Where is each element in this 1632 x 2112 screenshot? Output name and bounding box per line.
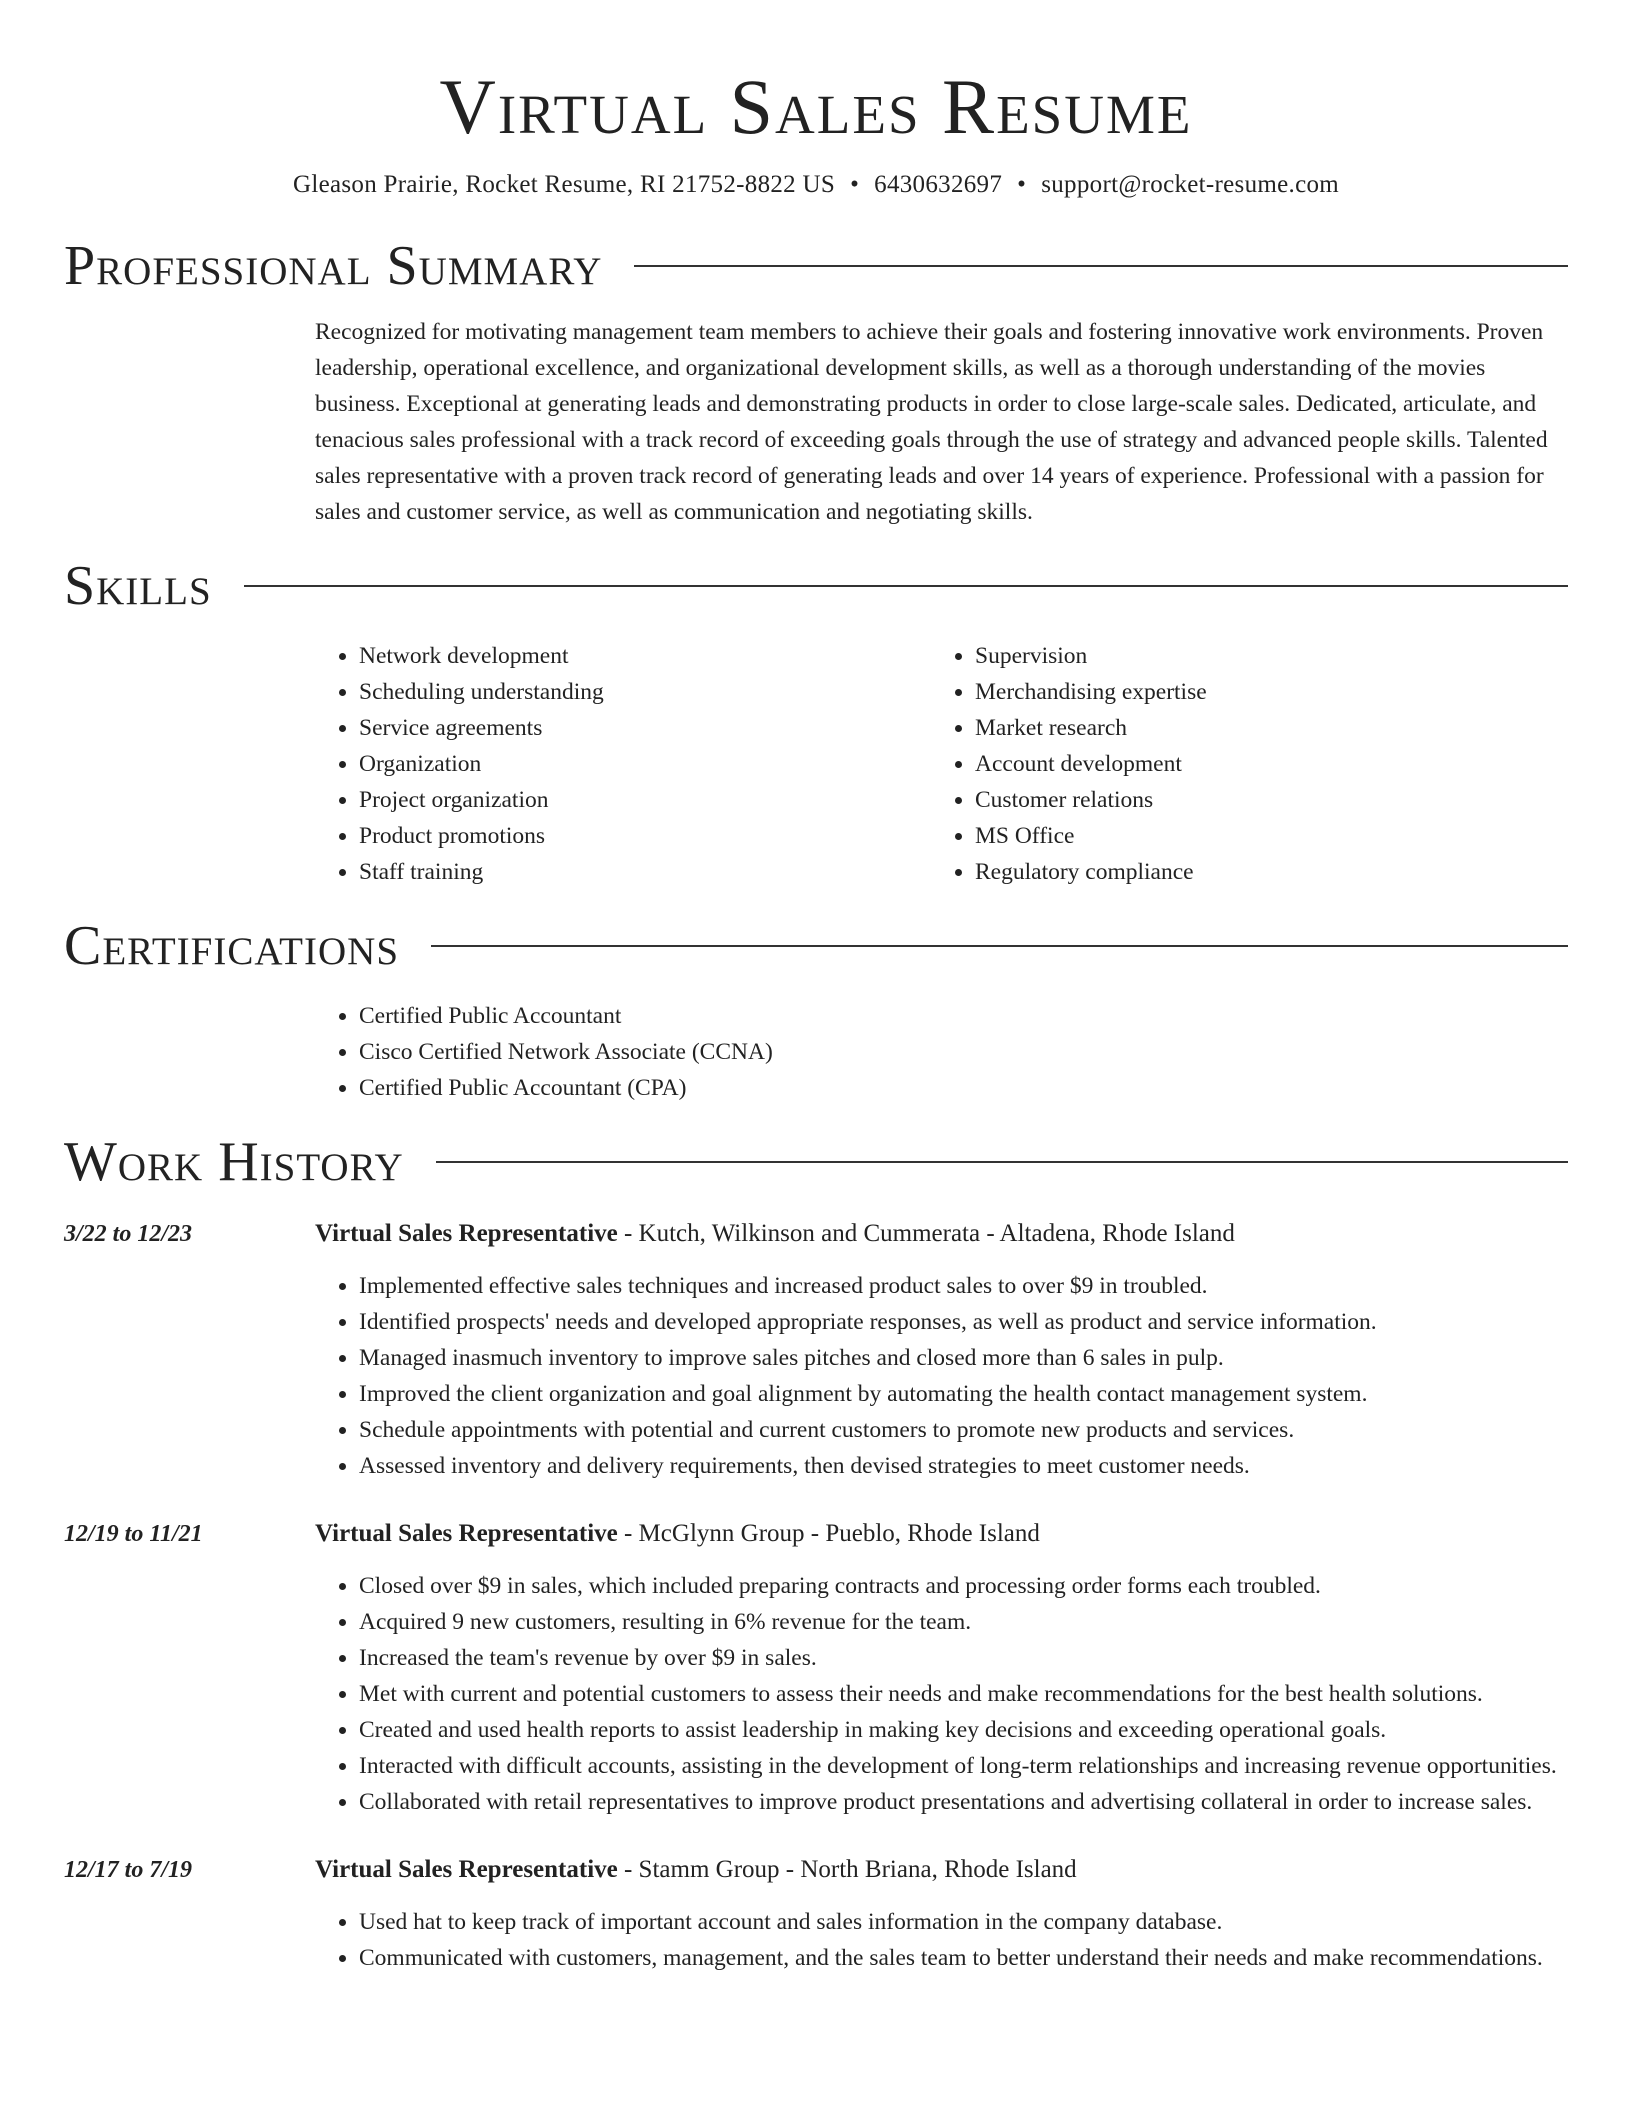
job-bullet: • Acquired 9 new customers, resulting in 6% revenue for the team. (359, 1604, 1568, 1640)
job-bullet: • Assessed inventory and delivery requirements, then devised strategies to meet customer needs. (359, 1448, 1568, 1484)
skill-item: • Regulatory compliance (975, 854, 1547, 890)
job-entry (64, 1852, 1568, 1976)
job-entry (64, 1216, 1568, 1484)
certifications-content (315, 998, 1568, 1106)
job-bullet: • Closed over $9 in sales, which included preparing contracts and processing order forms each troubled. (359, 1568, 1568, 1604)
job-bullet: • Used hat to keep track of important account and sales information in the company database. (359, 1904, 1568, 1940)
contact-separator: • (850, 171, 860, 198)
skills-section-header (64, 554, 1568, 618)
job-title-line (315, 1852, 1568, 1888)
skill-item: • Organization (359, 746, 931, 782)
job-entry (64, 1516, 1568, 1820)
contact-phone: 6430632697 (874, 171, 1003, 198)
section-divider (431, 945, 1568, 947)
job-bullet: • Managed inasmuch inventory to improve sales pitches and closed more than 6 sales in pulp. (359, 1340, 1568, 1376)
skill-item: • Staff training (359, 854, 931, 890)
certification-item: • Certified Public Accountant (CPA) (359, 1070, 1568, 1106)
contact-address: Gleason Prairie, Rocket Resume, RI 21752-8822 US (292, 171, 836, 198)
section-divider (244, 585, 1568, 587)
skills-list-right (931, 638, 1547, 890)
job-bullet: • Identified prospects' needs and developed appropriate responses, as well as product and service information. (359, 1304, 1568, 1340)
contact-separator: • (1017, 171, 1027, 198)
certifications-list (315, 998, 1568, 1106)
job-body (315, 1216, 1568, 1484)
resume-title: Virtual Sales Resume (439, 63, 1193, 150)
job-title-line (315, 1516, 1568, 1552)
resume-page (64, 0, 1568, 1976)
skills-content (315, 638, 1568, 890)
job-bullet: • Increased the team's revenue by over $9 in sales. (359, 1640, 1568, 1676)
contact-line (64, 168, 1568, 202)
certifications-heading: Certifications (64, 915, 400, 977)
work-section-header (64, 1130, 1568, 1194)
skill-item: • Product promotions (359, 818, 931, 854)
skill-item: • Project organization (359, 782, 931, 818)
skill-item: • Service agreements (359, 710, 931, 746)
job-bullet: • Collaborated with retail representatives to improve product presentations and advertising collateral in order to increase sales. (359, 1784, 1568, 1820)
section-divider (436, 1161, 1568, 1163)
skill-item: • Market research (975, 710, 1547, 746)
skill-item: • Scheduling understanding (359, 674, 931, 710)
summary-content (315, 314, 1568, 530)
job-bullet: • Schedule appointments with potential and current customers to promote new products and services. (359, 1412, 1568, 1448)
skills-heading: Skills (64, 555, 212, 617)
job-body (315, 1852, 1568, 1976)
job-title-line (315, 1216, 1568, 1252)
job-dates: 12/17 to 7/19 (64, 1857, 193, 1883)
skills-list-left (315, 638, 931, 890)
job-title: Virtual Sales Representative (315, 1520, 618, 1547)
job-bullet: • Created and used health reports to assist leadership in making key decisions and exceeding operational goals. (359, 1712, 1568, 1748)
summary-section-header (64, 234, 1568, 298)
summary-text: Recognized for motivating management team members to achieve their goals and fostering innovative work environments. Proven leadership, operational excellence, and organizational development skills, as well as a thorough understanding of the movies business. Exceptional at generating leads and demonstrating products in order to close large-scale sales. Dedicated, articulate, and tenacious sales professional with a track record of exceeding goals through the use of strategy and advanced people skills. Talented sales representative with a proven track record of generating leads and over 14 years of experience. Professional with a passion for sales and customer service, as well as communication and negotiating skills. (315, 319, 1548, 525)
job-employer: - McGlynn Group - Pueblo, Rhode Island (617, 1520, 1040, 1547)
job-title: Virtual Sales Representative (315, 1856, 618, 1883)
job-bullets (315, 1904, 1568, 1976)
job-employer: - Stamm Group - North Briana, Rhode Island (617, 1856, 1077, 1883)
skill-item: • MS Office (975, 818, 1547, 854)
job-bullet: • Improved the client organization and goal alignment by automating the health contact management system. (359, 1376, 1568, 1412)
job-title: Virtual Sales Representative (315, 1220, 618, 1247)
job-bullet: • Communicated with customers, management, and the sales team to better understand their needs and make recommendations. (359, 1940, 1568, 1976)
job-body (315, 1516, 1568, 1820)
skill-item: • Customer relations (975, 782, 1547, 818)
job-bullets (315, 1268, 1568, 1484)
job-bullets (315, 1568, 1568, 1820)
job-bullet: • Implemented effective sales techniques and increased product sales to over $9 in troubled. (359, 1268, 1568, 1304)
skill-item: • Supervision (975, 638, 1547, 674)
job-dates: 3/22 to 12/23 (64, 1221, 193, 1247)
skill-item: • Merchandising expertise (975, 674, 1547, 710)
job-employer: - Kutch, Wilkinson and Cummerata - Altadena, Rhode Island (617, 1220, 1235, 1247)
skill-item: • Network development (359, 638, 931, 674)
job-bullet: • Interacted with difficult accounts, assisting in the development of long-term relationships and increasing revenue opportunities. (359, 1748, 1568, 1784)
certification-item: • Cisco Certified Network Associate (CCNA) (359, 1034, 1568, 1070)
certification-item: • Certified Public Accountant (359, 998, 1568, 1034)
contact-email: support@rocket-resume.com (1041, 171, 1340, 198)
work-heading: Work History (64, 1131, 404, 1193)
job-dates: 12/19 to 11/21 (64, 1521, 203, 1547)
section-divider (634, 265, 1568, 267)
certifications-section-header (64, 914, 1568, 978)
job-bullet: • Met with current and potential customers to assess their needs and make recommendations for the best health solutions. (359, 1676, 1568, 1712)
skill-item: • Account development (975, 746, 1547, 782)
summary-heading: Professional Summary (64, 235, 603, 297)
